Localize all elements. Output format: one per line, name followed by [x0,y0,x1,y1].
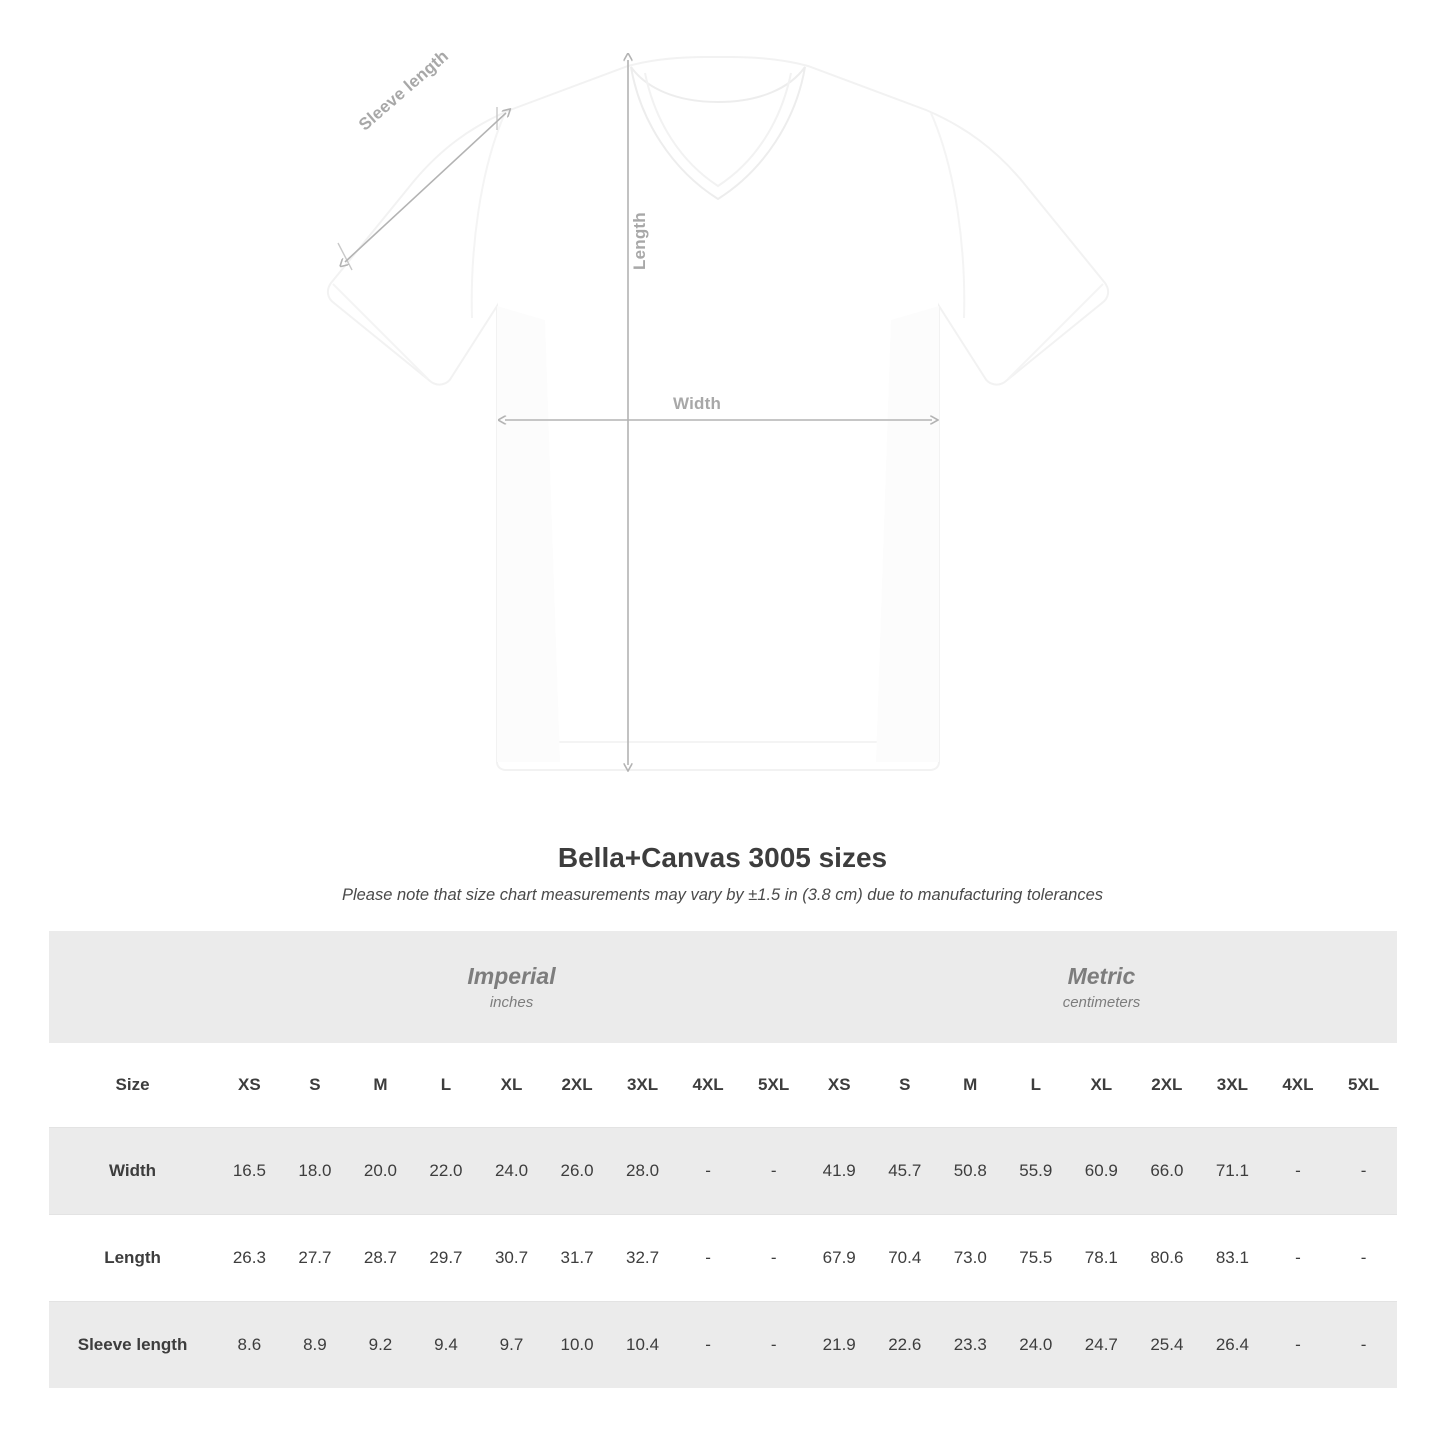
page-title: Bella+Canvas 3005 sizes [557,842,888,873]
cell-width-metric-l: 55.9 [1003,1128,1069,1215]
size-header-row [49,1043,1397,1128]
col-header-metric-xl: XL [1069,1043,1135,1128]
cell-length-imperial-s: 27.7 [282,1215,348,1302]
cell-length-imperial-4xl: - [675,1215,741,1302]
unit-header-row [49,931,1397,1043]
cell-length-imperial-3xl: 32.7 [610,1215,676,1302]
cell-length-metric-3xl: 83.1 [1200,1215,1266,1302]
imperial-name: Imperial [467,963,556,990]
cell-sleeve-imperial-m: 9.2 [348,1302,414,1389]
cell-length-imperial-l: 29.7 [413,1215,479,1302]
cell-sleeve-imperial-4xl: - [675,1302,741,1389]
cell-width-imperial-s: 18.0 [282,1128,348,1215]
row-label-width: Width [49,1128,217,1215]
cell-sleeve-metric-xs: 21.9 [806,1302,872,1389]
cell-length-imperial-2xl: 31.7 [544,1215,610,1302]
col-header-imperial-xl: XL [479,1043,545,1128]
cell-sleeve-metric-5xl: - [1331,1302,1397,1389]
cell-sleeve-metric-l: 24.0 [1003,1302,1069,1389]
row-label-sleeve-length: Sleeve length [49,1302,217,1389]
cell-width-imperial-2xl: 26.0 [544,1128,610,1215]
cell-width-metric-3xl: 71.1 [1200,1128,1266,1215]
cell-width-imperial-5xl: - [741,1128,807,1215]
cell-width-imperial-xl: 24.0 [479,1128,545,1215]
col-header-imperial-m: M [348,1043,414,1128]
metric-header [806,931,1396,1043]
cell-length-metric-m: 73.0 [938,1215,1004,1302]
sleeve-length-label: Sleeve length [355,46,453,135]
cell-width-metric-m: 50.8 [938,1128,1004,1215]
col-header-imperial-l: L [413,1043,479,1128]
cell-sleeve-metric-s: 22.6 [872,1302,938,1389]
cell-sleeve-imperial-l: 9.4 [413,1302,479,1389]
cell-width-imperial-4xl: - [675,1128,741,1215]
metric-sub: centimeters [1062,993,1141,1011]
cell-sleeve-metric-4xl: - [1265,1302,1331,1389]
cell-sleeve-metric-xl: 24.7 [1069,1302,1135,1389]
table-row [49,1215,1397,1302]
cell-length-metric-5xl: - [1331,1215,1397,1302]
width-label: Width [673,394,722,413]
size-header-label: Size [49,1043,217,1128]
title-block [0,842,1445,905]
cell-length-metric-xs: 67.9 [806,1215,872,1302]
cell-width-imperial-xs: 16.5 [217,1128,283,1215]
col-header-metric-2xl: 2XL [1134,1043,1200,1128]
cell-sleeve-metric-3xl: 26.4 [1200,1302,1266,1389]
cell-sleeve-imperial-xl: 9.7 [479,1302,545,1389]
imperial-header [217,931,807,1043]
size-table [49,931,1397,1388]
cell-length-metric-xl: 78.1 [1069,1215,1135,1302]
col-header-imperial-3xl: 3XL [610,1043,676,1128]
cell-sleeve-imperial-5xl: - [741,1302,807,1389]
cell-length-imperial-5xl: - [741,1215,807,1302]
cell-width-metric-4xl: - [1265,1128,1331,1215]
col-header-metric-m: M [938,1043,1004,1128]
col-header-metric-xs: XS [806,1043,872,1128]
cell-sleeve-metric-2xl: 25.4 [1134,1302,1200,1389]
col-header-imperial-2xl: 2XL [544,1043,610,1128]
cell-width-metric-xl: 60.9 [1069,1128,1135,1215]
cell-sleeve-imperial-s: 8.9 [282,1302,348,1389]
cell-length-metric-l: 75.5 [1003,1215,1069,1302]
cell-sleeve-imperial-xs: 8.6 [217,1302,283,1389]
imperial-sub: inches [489,993,534,1011]
cell-width-imperial-3xl: 28.0 [610,1128,676,1215]
col-header-metric-5xl: 5XL [1331,1043,1397,1128]
cell-width-metric-5xl: - [1331,1128,1397,1215]
cell-width-imperial-l: 22.0 [413,1128,479,1215]
unit-spacer [49,931,217,1043]
cell-width-metric-2xl: 66.0 [1134,1128,1200,1215]
cell-length-imperial-xl: 30.7 [479,1215,545,1302]
cell-length-metric-s: 70.4 [872,1215,938,1302]
cell-sleeve-imperial-3xl: 10.4 [610,1302,676,1389]
tolerance-note: Please note that size chart measurements may vary by ±1.5 in (3.8 cm) due to manufacturing tolerances [341,886,1104,904]
cell-length-metric-4xl: - [1265,1215,1331,1302]
length-label: Length [630,212,649,270]
cell-sleeve-metric-m: 23.3 [938,1302,1004,1389]
col-header-imperial-xs: XS [217,1043,283,1128]
table-row [49,1128,1397,1215]
cell-width-metric-xs: 41.9 [806,1128,872,1215]
cell-length-imperial-m: 28.7 [348,1215,414,1302]
row-label-length: Length [49,1215,217,1302]
metric-name: Metric [1067,963,1136,990]
col-header-metric-4xl: 4XL [1265,1043,1331,1128]
size-table-wrapper [49,931,1397,1388]
cell-width-metric-s: 45.7 [872,1128,938,1215]
col-header-imperial-5xl: 5XL [741,1043,807,1128]
col-header-metric-3xl: 3XL [1200,1043,1266,1128]
col-header-metric-l: L [1003,1043,1069,1128]
table-row [49,1302,1397,1389]
cell-length-metric-2xl: 80.6 [1134,1215,1200,1302]
cell-width-imperial-m: 20.0 [348,1128,414,1215]
col-header-metric-s: S [872,1043,938,1128]
cell-sleeve-imperial-2xl: 10.0 [544,1302,610,1389]
col-header-imperial-s: S [282,1043,348,1128]
cell-length-imperial-xs: 26.3 [217,1215,283,1302]
col-header-imperial-4xl: 4XL [675,1043,741,1128]
